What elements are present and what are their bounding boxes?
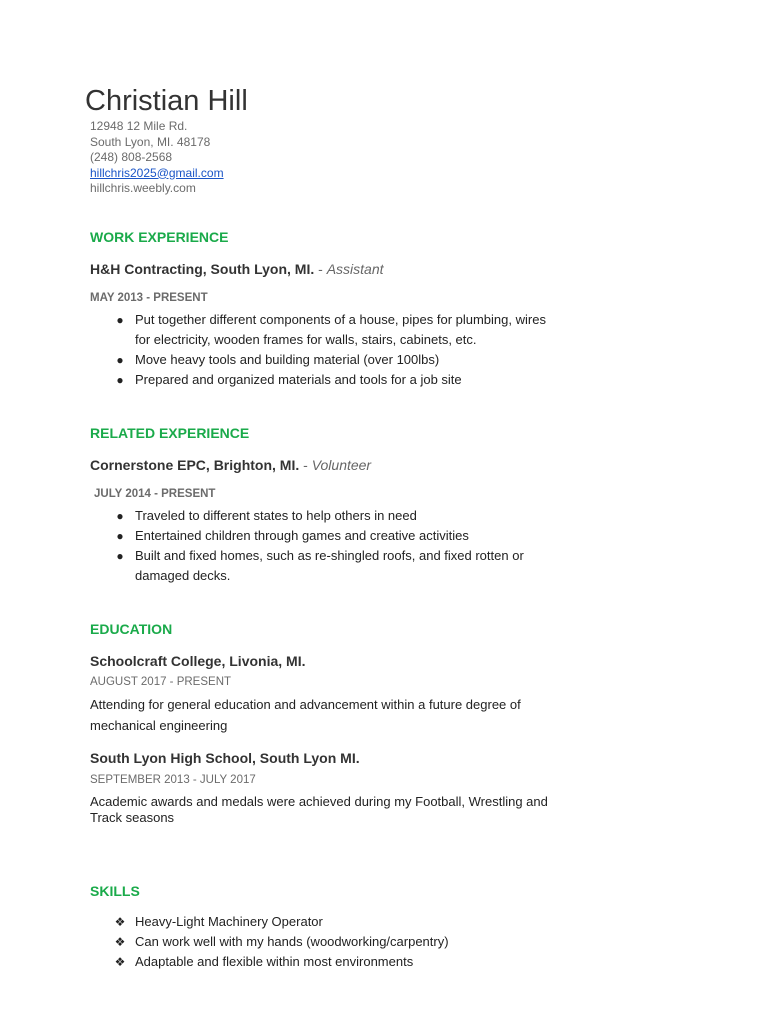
work-bullet-list bbox=[90, 310, 560, 390]
list-item: ● Entertained children through games and creative activities bbox=[90, 526, 560, 546]
education-heading: EDUCATION bbox=[90, 621, 173, 637]
work-dates: MAY 2013 - PRESENT bbox=[90, 292, 208, 304]
list-item: ❖ Can work well with my hands (woodworking/carpentry) bbox=[90, 932, 560, 952]
list-item: ● Traveled to different states to help others in need bbox=[90, 506, 560, 526]
list-item: ● Prepared and organized materials and tools for a job site bbox=[90, 370, 560, 390]
address-line-2: South Lyon, MI. 48178 bbox=[90, 134, 211, 149]
skills-heading: SKILLS bbox=[90, 883, 140, 899]
work-employer: H&H Contracting, South Lyon, MI. bbox=[90, 261, 315, 277]
work-experience-heading: WORK EXPERIENCE bbox=[90, 229, 229, 245]
related-role: Volunteer bbox=[311, 457, 372, 473]
school-2-dates: SEPTEMBER 2013 - JULY 2017 bbox=[90, 774, 256, 786]
related-bullet-list bbox=[90, 506, 560, 586]
list-item: ❖ Adaptable and flexible within most environments bbox=[90, 952, 560, 972]
related-experience-heading: RELATED EXPERIENCE bbox=[90, 425, 250, 441]
related-dates: JULY 2014 - PRESENT bbox=[94, 488, 216, 500]
work-role: Assistant bbox=[326, 261, 384, 277]
school-2-description: Academic awards and medals were achieved during my Football, Wrestling and Track seasons bbox=[90, 794, 548, 825]
related-entry-title bbox=[90, 456, 371, 474]
diamond-bullet-icon: ❖ bbox=[114, 955, 126, 969]
bullet-dot-icon: ● bbox=[116, 529, 124, 543]
phone-number: (248) 808-2568 bbox=[90, 150, 173, 164]
list-item: ● Put together different components of a house, pipes for plumbing, wires for electricity, wooden frames for walls, stairs, cabinets, etc. bbox=[90, 310, 560, 350]
school-2-name: South Lyon High School, South Lyon MI. bbox=[90, 750, 360, 766]
diamond-bullet-icon: ❖ bbox=[114, 935, 126, 949]
school-1-name: Schoolcraft College, Livonia, MI. bbox=[90, 653, 306, 669]
bullet-dot-icon: ● bbox=[116, 373, 124, 387]
work-entry-title bbox=[90, 260, 384, 278]
list-item: ● Built and fixed homes, such as re-shingled roofs, and fixed rotten or damaged decks. bbox=[90, 546, 560, 586]
bullet-dot-icon: ● bbox=[116, 509, 124, 523]
email-link[interactable]: hillchris2025@gmail.com bbox=[90, 165, 224, 180]
related-separator: - bbox=[303, 457, 308, 473]
related-employer: Cornerstone EPC, Brighton, MI. bbox=[90, 457, 300, 473]
diamond-bullet-icon: ❖ bbox=[114, 915, 126, 929]
skills-list bbox=[90, 912, 560, 972]
bullet-dot-icon: ● bbox=[116, 353, 124, 367]
website-text: hillchris.weebly.com bbox=[90, 181, 196, 195]
list-item: ● Move heavy tools and building material (over 100lbs) bbox=[90, 350, 560, 370]
candidate-name: Christian Hill bbox=[85, 85, 248, 117]
address-line-1: 12948 12 Mile Rd. bbox=[90, 119, 188, 133]
list-item: ❖ Heavy-Light Machinery Operator bbox=[90, 912, 560, 932]
contact-block bbox=[90, 119, 224, 197]
work-separator: - bbox=[318, 261, 323, 277]
school-1-description: Attending for general education and advancement within a future degree of mechanical engineering bbox=[90, 697, 521, 733]
bullet-dot-icon: ● bbox=[116, 549, 124, 563]
school-1-dates: AUGUST 2017 - PRESENT bbox=[90, 676, 232, 688]
bullet-dot-icon: ● bbox=[116, 313, 124, 327]
